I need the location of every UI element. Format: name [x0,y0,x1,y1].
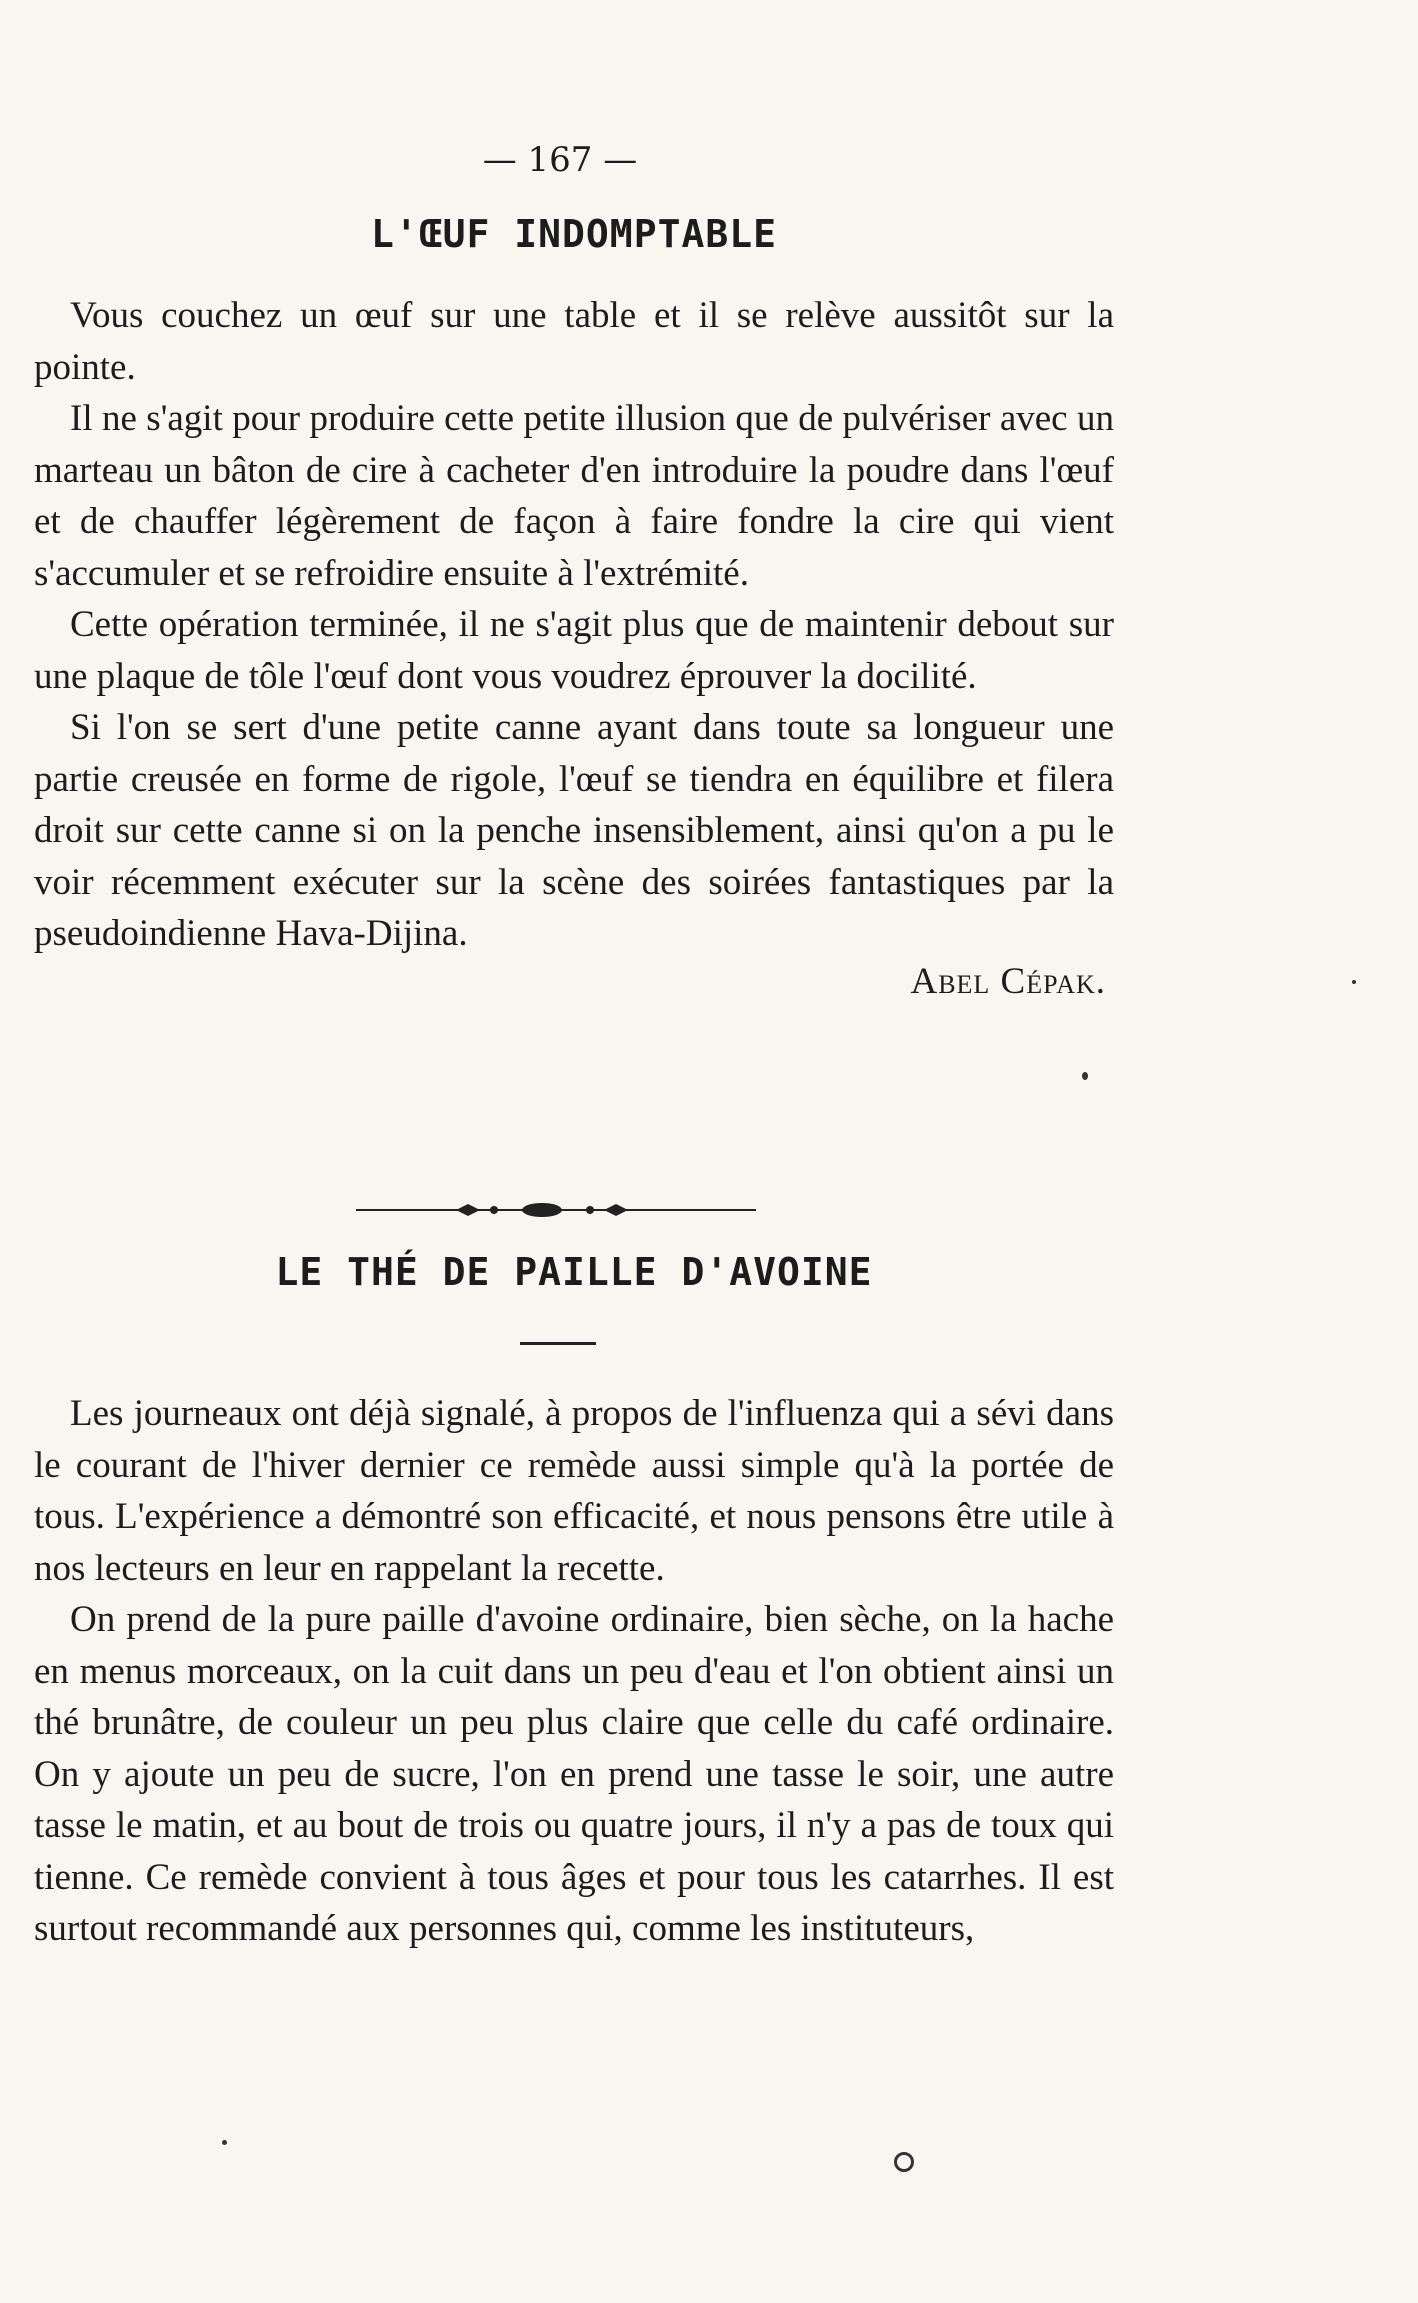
paragraph: Les journeaux ont déjà signalé, à propos de l'influenza qui a sévi dans le courant de l'hiver dernier ce remède aussi simple qu'à la portée de tous. L'expérience a démontré son efficacité, et nous pensons être utile à nos lecteurs en leur en rappelant la recette. [34,1393,1114,1589]
ink-speck [222,2140,227,2145]
page-number: — 167 — [482,140,638,180]
paragraph: Cette opération terminée, il ne s'agit plus que de maintenir debout sur une plaque de tôle l'œuf dont vous voudrez éprouver la docilité. [34,604,1114,697]
paragraph: Si l'on se sert d'une petite canne ayant dans toute sa longueur une partie creusée en forme de rigole, l'œuf se tiendra en équilibre et filera droit sur cette canne si on la penche insensiblement, ainsi qu'on a pu le voir récemment exécuter sur la scène des soirées fantastiques par la pseudoindienne Hava-Dijina. [34,707,1114,954]
article-oeuf-indomptable [34,212,1114,1003]
ink-blot [894,2152,914,2172]
article-title: L'ŒUF INDOMPTABLE [371,212,777,256]
ink-speck [1082,1072,1088,1080]
author-signature: Abel Cépak. [910,960,1106,1002]
paragraph: Vous couchez un œuf sur une table et il se relève aussitôt sur la pointe. [34,295,1114,388]
paragraph: Il ne s'agit pour produire cette petite illusion que de pulvériser avec un marteau un bâton de cire à cacheter d'en introduire la poudre dans l'œuf et de chauffer légèrement de façon à faire fondre la cire qui vient s'accumuler et se refroidire ensuite à l'extrémité. [34,398,1114,594]
article-the-paille-avoine [34,1250,1114,1955]
short-divider-rule [520,1342,596,1345]
paragraph: On prend de la pure paille d'avoine ordinaire, bien sèche, on la hache en menus morceaux, on la cuit dans un peu d'eau et l'on obtient ainsi un thé brunâtre, de couleur un peu plus claire que celle du café ordinaire. On y ajoute un peu de sucre, l'on en prend une tasse le soir, une autre tasse le matin, et au bout de trois ou quatre jours, il n'y a pas de toux qui tienne. Ce remède convient à tous âges et pour tous les catarrhes. Il est surtout recommandé aux personnes qui, comme les instituteurs, [34,1599,1114,1949]
ornamental-divider [356,1198,756,1222]
ink-speck [1352,980,1356,984]
article-title: LE THÉ DE PAILLE D'AVOINE [275,1250,873,1294]
